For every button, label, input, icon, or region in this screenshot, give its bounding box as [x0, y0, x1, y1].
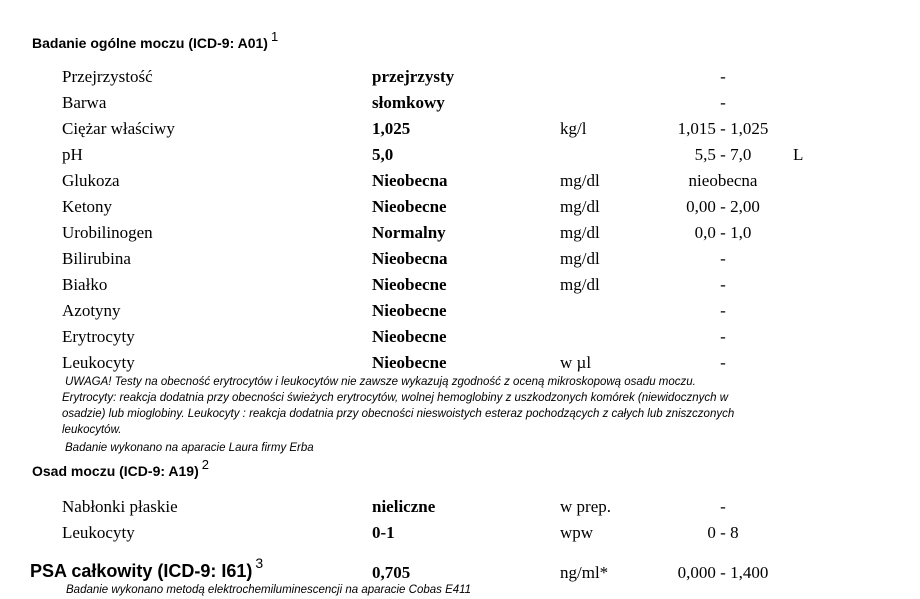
table-row [0, 145, 920, 171]
test-unit: w µl [560, 353, 592, 372]
test-reference: 0 - 8 [707, 523, 739, 542]
sediment-section-footnote-ref: 2 [201, 457, 209, 472]
test-value: Nieobecna [372, 249, 448, 268]
urine-note-leukocytes-cont: leukocytów. [62, 424, 122, 436]
table-row [0, 301, 920, 327]
test-unit: kg/l [560, 119, 587, 138]
test-name: Barwa [62, 93, 107, 112]
test-value: Nieobecne [372, 275, 447, 294]
psa-note-method: Badanie wykonano metodą elektrochemiluminescencji na aparacie Cobas E411 [66, 584, 472, 596]
test-value: nieliczne [372, 497, 436, 516]
table-row [0, 119, 920, 145]
test-unit: mg/dl [560, 171, 600, 190]
test-name: Białko [62, 275, 108, 294]
test-name: Nabłonki płaskie [62, 497, 178, 516]
table-row [0, 171, 920, 197]
test-name: pH [62, 145, 83, 164]
test-value: Nieobecne [372, 353, 447, 372]
test-value: 0-1 [372, 523, 395, 542]
test-name: Erytrocyty [62, 327, 135, 346]
test-unit: w prep. [560, 497, 611, 516]
test-unit: mg/dl [560, 197, 600, 216]
test-value: 5,0 [372, 145, 394, 164]
urine-note-warning: UWAGA! Testy na obecność erytrocytów i leukocytów nie zawsze wykazują zgodność z oceną mikroskopową osadu moczu. [65, 376, 696, 388]
test-reference: - [720, 275, 726, 294]
test-reference: 0,0 - 1,0 [694, 223, 752, 242]
urine-section-title [32, 29, 279, 51]
urine-note-erythrocytes: Erytrocyty: reakcja dodatnia przy obecności świeżych erytrocytów, wolnej hemoglobiny z uszkodzonych komórek (niewidocznych w [62, 392, 729, 404]
test-reference: 5,5 - 7,0 [694, 145, 752, 164]
test-reference: - [720, 301, 726, 320]
table-row [0, 497, 920, 523]
test-name: Ciężar właściwy [62, 119, 175, 138]
test-reference: - [720, 67, 726, 86]
table-row [0, 249, 920, 275]
sediment-section-title [32, 457, 209, 479]
test-unit: wpw [560, 523, 594, 542]
table-row [0, 67, 920, 93]
table-row [0, 93, 920, 119]
test-reference: nieobecna [688, 171, 758, 190]
test-name: Azotyny [62, 301, 121, 320]
test-value: 0,705 [372, 563, 411, 582]
psa-section-title-text: PSA całkowity (ICD-9: I61) [30, 561, 253, 581]
test-unit: ng/ml* [560, 563, 609, 582]
psa-section-footnote-ref: 3 [255, 555, 264, 571]
test-name: Leukocyty [62, 523, 135, 542]
test-value: 1,025 [372, 119, 411, 138]
test-reference: - [720, 353, 726, 372]
urine-note-leukocytes: osadzie) lub mioglobiny. Leukocyty : reakcja dodatnia przy obecności nieswoistych esteraz pochodzących z całych lub zniszczonych [62, 408, 735, 420]
test-name: Urobilinogen [62, 223, 153, 242]
test-reference: 0,000 - 1,400 [677, 563, 769, 582]
test-value: Nieobecne [372, 197, 447, 216]
test-name: Przejrzystość [62, 67, 153, 86]
urine-section-title-text: Badanie ogólne moczu (ICD-9: A01) [32, 35, 268, 51]
test-unit: mg/dl [560, 249, 600, 268]
test-unit: mg/dl [560, 275, 600, 294]
test-reference: - [720, 497, 726, 516]
urine-section-footnote-ref: 1 [270, 29, 279, 44]
test-value: słomkowy [372, 93, 445, 112]
sediment-section-title-text: Osad moczu (ICD-9: A19) [32, 463, 199, 479]
test-value: Normalny [372, 223, 446, 242]
test-value: Nieobecne [372, 327, 447, 346]
table-row [0, 223, 920, 249]
urine-note-device: Badanie wykonano na aparacie Laura firmy Erba [65, 442, 314, 454]
test-unit: mg/dl [560, 223, 600, 242]
test-value: przejrzysty [372, 67, 455, 86]
test-reference: 0,00 - 2,00 [686, 197, 760, 216]
test-reference: - [720, 249, 726, 268]
table-row [0, 197, 920, 223]
test-value: Nieobecne [372, 301, 447, 320]
table-row [0, 327, 920, 353]
table-row [0, 523, 920, 549]
test-reference: - [720, 93, 726, 112]
test-reference: 1,015 - 1,025 [677, 119, 769, 138]
test-value: Nieobecna [372, 171, 448, 190]
test-name: Ketony [62, 197, 113, 216]
test-name: Leukocyty [62, 353, 135, 372]
test-flag: L [793, 145, 804, 164]
test-name: Bilirubina [62, 249, 131, 268]
test-reference: - [720, 327, 726, 346]
table-row [0, 275, 920, 301]
test-name: Glukoza [62, 171, 120, 190]
